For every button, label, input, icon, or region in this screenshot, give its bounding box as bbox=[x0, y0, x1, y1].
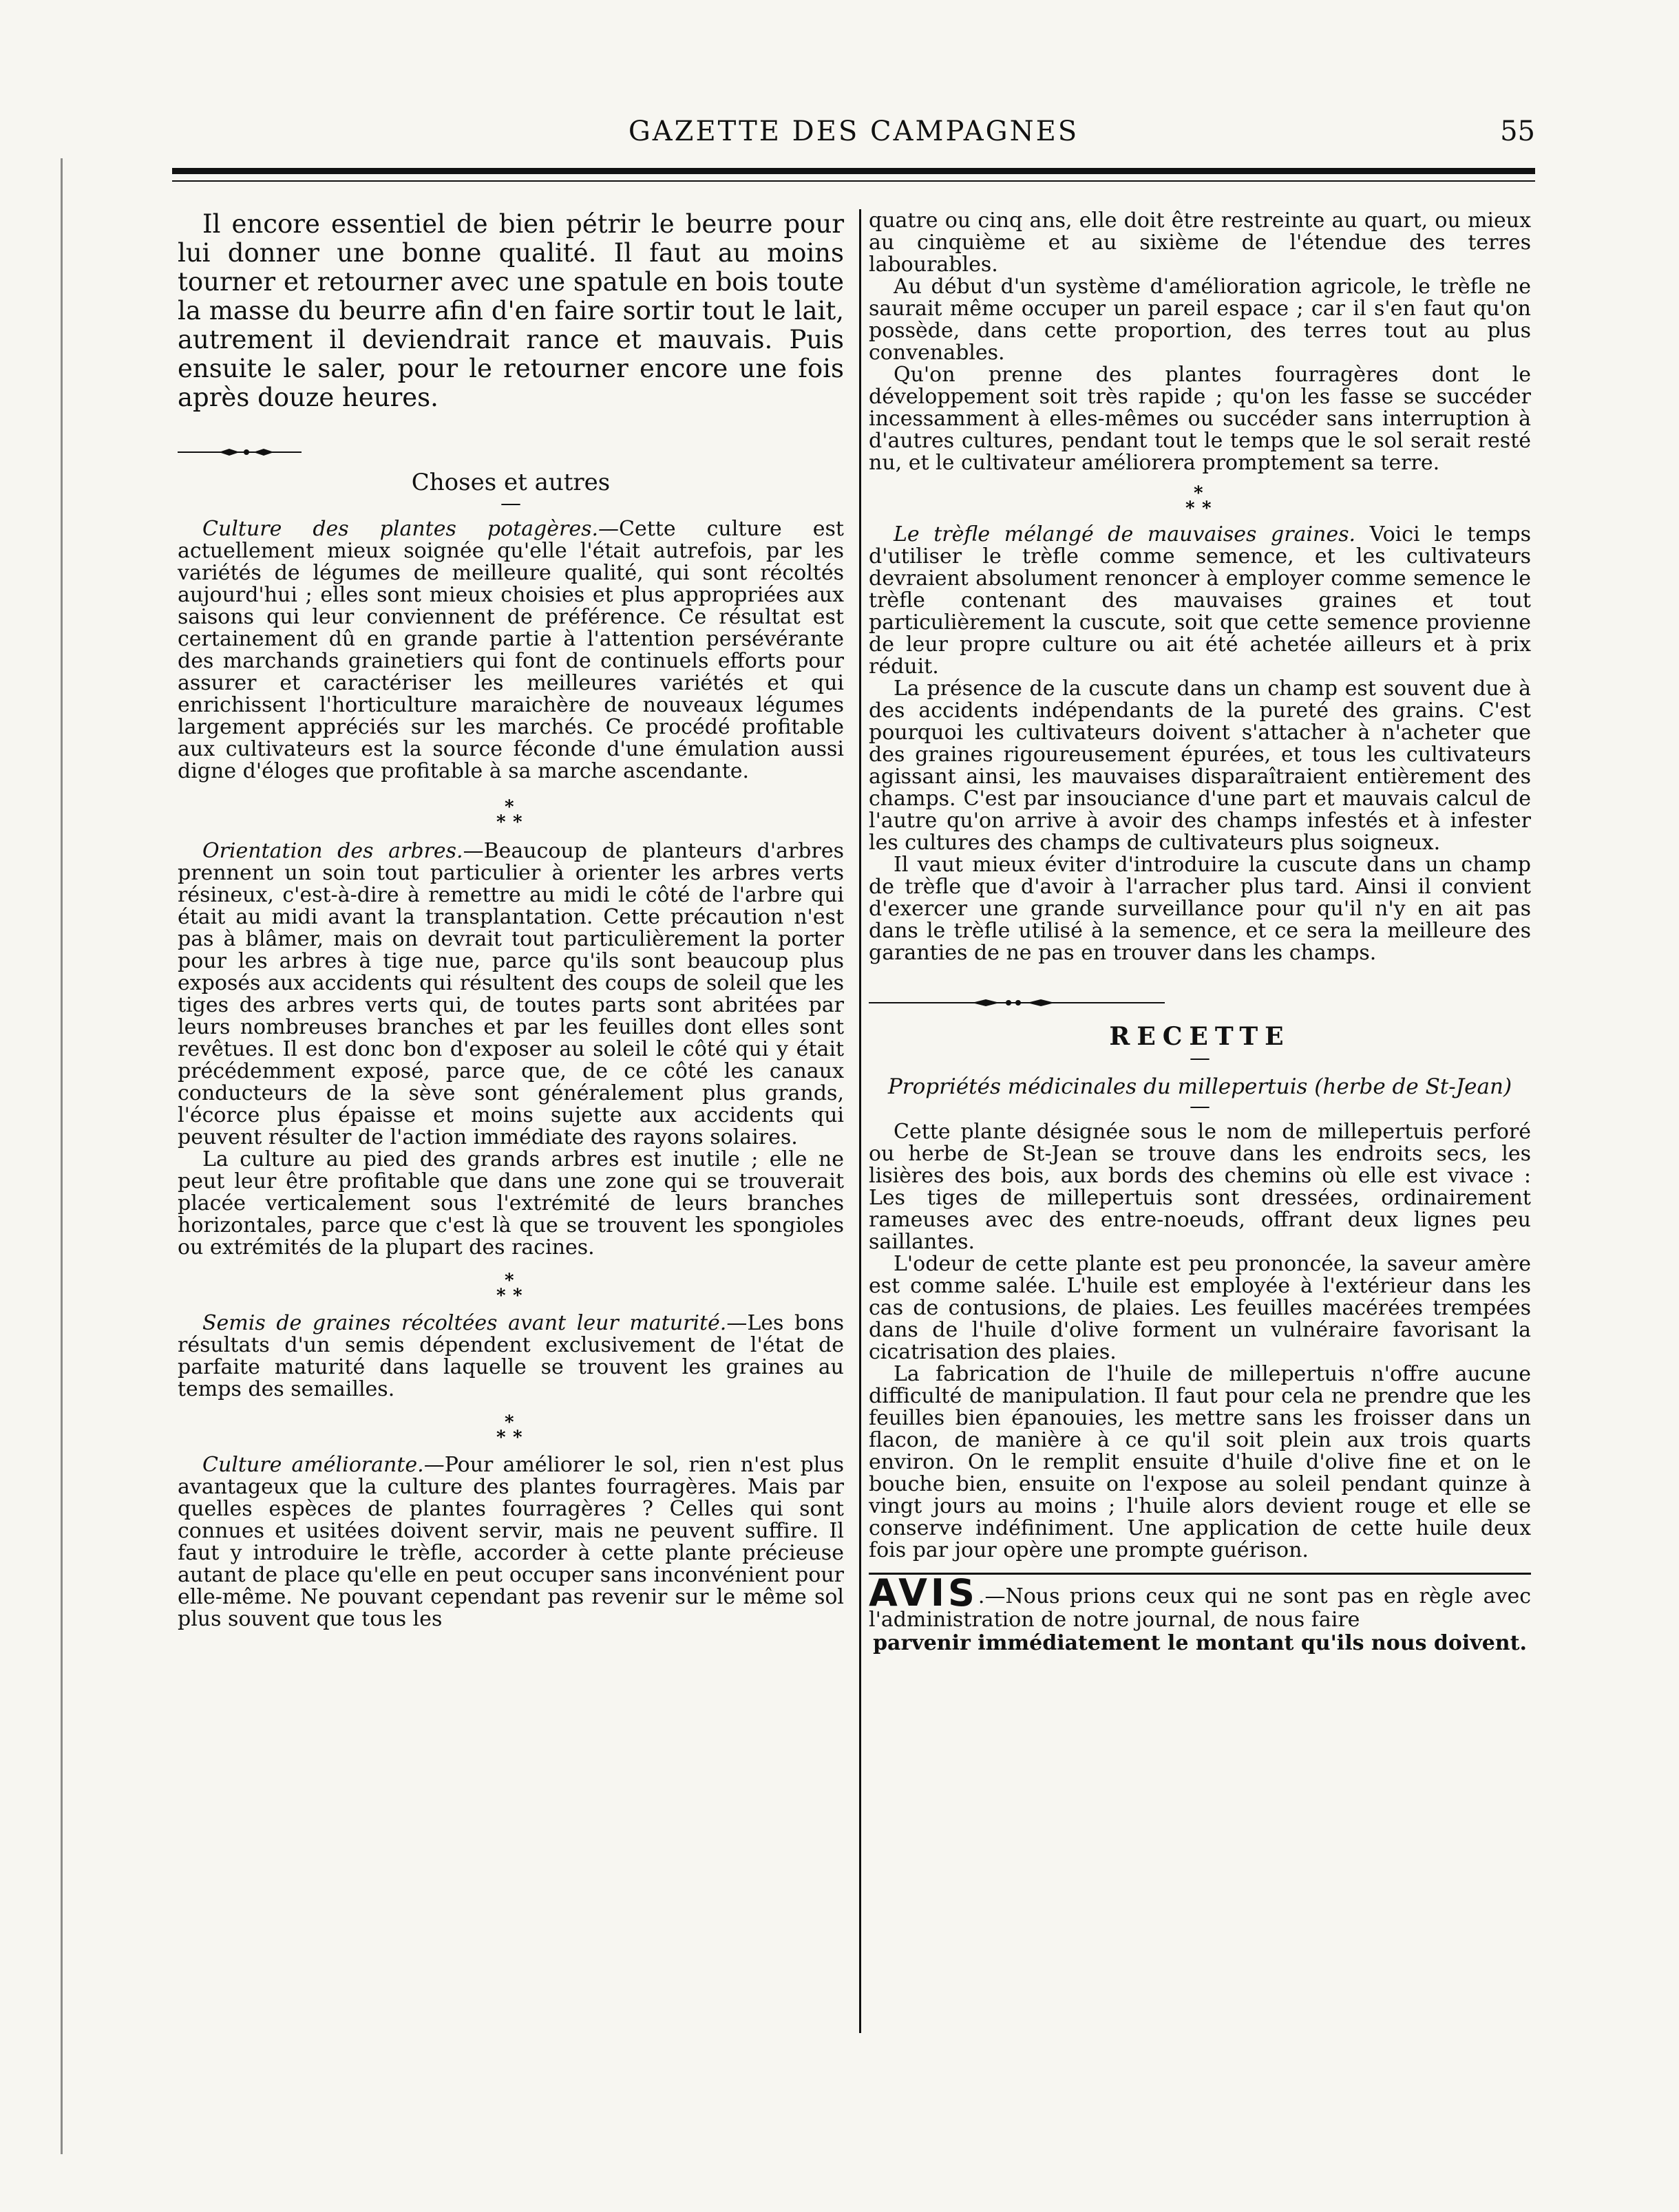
continued-paragraph: quatre ou cinq ans, elle doit être restreinte au quart, ou mieux au cinquième et au sixième de l'étendue des terres labourables. bbox=[869, 209, 1531, 277]
article-lede: Semis de graines récoltées avant leur maturité. bbox=[202, 1311, 727, 1335]
left-column bbox=[178, 210, 844, 1630]
asterism-divider bbox=[490, 1413, 531, 1447]
header-rule-thin bbox=[172, 180, 1535, 182]
heading-dash: — bbox=[1190, 1046, 1210, 1070]
paragraph-trefle-debut: Au début d'un système d'amélioration agricole, le trèfle ne saurait même occuper un pareil espace ; car il s'en faut qu'on possède, dans cette proportion, des terres tout au plus convenables. bbox=[869, 275, 1531, 365]
avis-text-line2: parvenir immédiatement le montant qu'ils nous doivent. bbox=[873, 1631, 1527, 1655]
svg-text:*: * bbox=[1185, 498, 1195, 518]
page-number: 55 bbox=[1500, 116, 1535, 147]
article-lede: Le trèfle mélangé de mauvaises graines. bbox=[894, 522, 1356, 546]
page-header bbox=[172, 116, 1535, 150]
svg-text:*: * bbox=[513, 1427, 522, 1447]
article-text: Voici le temps d'utiliser le trèfle comme semence, et les cultivateurs devraient absolument renoncer à employer comme semence le trèfle contenant des mauvaises graines et tout particulièrement la cuscute, soit que cette semence provienne de leur propre culture ou ait été achetée ailleurs et à prix réduit. bbox=[869, 522, 1531, 679]
svg-text:*: * bbox=[1194, 484, 1203, 504]
svg-text:*: * bbox=[1202, 498, 1212, 518]
svg-text:*: * bbox=[496, 1427, 506, 1447]
recipe-preparation: La fabrication de l'huile de millepertuis n'offre aucune difficulté de manipulation. Il faut pour cela ne prendre que les feuilles bien épanouies, les mettre sans les froisser dans un flacon, de manière à ce qu'il soit plein aux trois quarts environ. On le remplit ensuite d'huile d'olive fine et on le bouche bien, ensuite on l'expose au soleil pendant quinze à vingt jours au moins ; l'huile alors devient rouge et elle se conserve indéfiniment. Une application de cette huile deux fois par jour opère une prompte guérison. bbox=[869, 1362, 1531, 1562]
article-trefle bbox=[869, 524, 1531, 678]
article-text: —Les bons résultats d'un semis dépendent exclusivement de l'état de parfaite maturité dans laquelle se trouvent les graines au temps des semailles. bbox=[178, 1311, 845, 1401]
article-culture-potageres bbox=[178, 518, 844, 783]
svg-text:*: * bbox=[505, 1271, 514, 1291]
article-lede: Orientation des arbres. bbox=[202, 839, 463, 863]
section-heading: Choses et autres bbox=[411, 469, 611, 496]
recette-heading: RECETTE bbox=[1109, 1022, 1291, 1051]
butter-paragraph: Il encore essentiel de bien pétrir le beurre pour lui donner une bonne qualité. Il faut au moins tourner et retourner avec une spatule en bois toute la masse du beurre afin d'en faire sortir tout le lait, autrement il deviendrait rance et mauvais. Puis ensuite le saler, pour le retourner encore une fois après douze heures. bbox=[178, 209, 844, 412]
article-trefle-cuscute: La présence de la cuscute dans un champ est souvent due à des accidents indépendants de la pureté des grains. C'est pourquoi les cultivateurs doivent s'attacher à n'acheter que des graines rigoureusement épurées, et tous les cultivateurs agissant ainsi, les mauvaises disparaîtraient entièrement des champs. C'est par insouciance d'une part et mauvais calcul de l'autre qu'on arrive à avoir des champs infestés et à infester les cultures des champs de cultivateurs plus soigneux. bbox=[869, 677, 1531, 855]
svg-text:*: * bbox=[505, 1413, 514, 1433]
asterism-divider bbox=[1179, 484, 1221, 518]
article-semis bbox=[178, 1312, 844, 1401]
avis-text: .—Nous prions ceux qui ne sont pas en règle avec l'administration de notre journal, de nous faire bbox=[869, 1584, 1531, 1632]
avis-word: AVIS bbox=[869, 1571, 978, 1615]
article-orientation bbox=[178, 840, 844, 1149]
heading-dash: — bbox=[500, 491, 521, 515]
article-text: —Cette culture est actuellement mieux soignée qu'elle l'était autrefois, par les variétés de légumes de meilleure qualité, qui sont récoltés aujourd'hui ; elles sont mieux choisies et plus appropriées aux saisons qui leur conviennent de préférence. Ce résultat est certainement dû en grande partie à l'attention persévérante des marchands grainetiers qui font de continuels efforts pour assurer et caractériser les meilleures variétés et qui enrichissent l'horticulture maraichère de nouveaux légumes largement appréciés sur les marchés. Ce procédé profitable aux cultivateurs est la source féconde d'une émulation aussi digne d'éloges que profitable à sa marche ascendante. bbox=[178, 517, 844, 783]
recipe-title: Propriétés médicinales du millepertuis (herbe de St-Jean) bbox=[887, 1074, 1512, 1099]
svg-text:*: * bbox=[505, 798, 514, 818]
svg-text:*: * bbox=[513, 1286, 522, 1306]
right-column bbox=[869, 210, 1531, 1655]
avis-notice bbox=[869, 1571, 1531, 1655]
article-lede: Culture des plantes potagères. bbox=[202, 517, 599, 541]
paragraph-plantes-fourrageres: Qu'on prenne des plantes fourragères dont le développement soit très rapide ; qu'on les fasse se succéder incessamment à elles-mêmes ou succéder sans interruption à d'autres cultures, pendant tout le temps que le sol serait resté nu, et le cultivateur améliorera promptement sa terre. bbox=[869, 363, 1531, 475]
header-rule-thick bbox=[172, 168, 1535, 174]
article-text: —Pour améliorer le sol, rien n'est plus avantageux que la culture des plantes fourragères. Mais par quelles espèces de plantes fourragères ? Celles qui sont connues et usitées doivent servir, mais ne peuvent suffire. Il faut y introduire le trèfle, accorder à cette plante précieuse autant de place qu'elle en peut occuper sans inconvénient pour elle-même. Ne pouvant cependant pas revenir sur le même sol plus souvent que tous les bbox=[178, 1453, 845, 1631]
column-separator bbox=[859, 209, 861, 2033]
article-text: —Beaucoup de planteurs d'arbres prennent un soin tout particulier à orienter les arbres verts résineux, c'est-à-dire à remettre au midi le côté de l'arbre qui était au midi avant la transplantation. Cette précaution n'est pas à blâmer, mais on devrait tout particulièrement la porter pour les arbres à tige nue, parce qu'ils sont beaucoup plus exposés aux accidents qui résultent des coups de soleil que les tiges des arbres verts qui, de toutes parts sont abritées par leurs nombreuses branches et par les feuilles dont elles sont revêtues. Il est donc bon d'exposer au soleil le côté qui y était précédemment exposé, parce que, de ce côté les canaux conducteurs de la sève sont généralement plus grands, l'écorce plus épaisse et moins sujette aux accidents qui peuvent résulter de l'action immédiate des rayons solaires. bbox=[178, 839, 844, 1149]
svg-text:*: * bbox=[513, 812, 522, 832]
binding-edge-mark bbox=[61, 158, 63, 2154]
svg-text:*: * bbox=[496, 1286, 506, 1306]
recette-divider-ornament bbox=[869, 995, 1165, 1011]
section-divider-ornament bbox=[178, 444, 302, 460]
asterism-divider bbox=[490, 1271, 531, 1306]
journal-title: GAZETTE DES CAMPAGNES bbox=[628, 116, 1079, 147]
asterism-divider bbox=[490, 798, 531, 832]
article-culture-ameliorante bbox=[178, 1454, 844, 1630]
recipe-description: Cette plante désignée sous le nom de millepertuis perforé ou herbe de St-Jean se trouve dans les endroits secs, les lisières des bois, aux bords des chemins où elle est vivace : Les tiges de millepertuis sont dressées, ordinairement rameuses avec des entre-noeuds, offrant deux lignes peu saillantes. bbox=[869, 1120, 1531, 1254]
recipe-properties: L'odeur de cette plante est peu prononcée, la saveur amère est comme salée. L'huile est employée à l'extérieur dans les cas de contusions, de plaies. Les feuilles macérées trempées dans de l'huile d'olive forment un vulnéraire favorisant la cicatrisation des plaies. bbox=[869, 1252, 1531, 1364]
article-lede: Culture améliorante. bbox=[202, 1453, 424, 1477]
article-trefle-conclusion: Il vaut mieux éviter d'introduire la cuscute dans un champ de trèfle que d'avoir à l'arracher plus tard. Ainsi il convient d'exercer une grande surveillance pour qu'il n'y en ait pas dans le trèfle utilisé à la semence, et ce sera la meilleure des garanties de ne pas en trouver dans les champs. bbox=[869, 853, 1531, 965]
heading-dash: — bbox=[1190, 1094, 1210, 1118]
article-orientation-continued: La culture au pied des grands arbres est inutile ; elle ne peut leur être profitable que dans une zone qui se trouverait placée verticalement sous l'extrémité de leurs branches horizontales, parce que c'est là que se trouvent les spongioles ou extrémités de la plupart des racines. bbox=[178, 1147, 844, 1259]
svg-text:*: * bbox=[496, 812, 506, 832]
